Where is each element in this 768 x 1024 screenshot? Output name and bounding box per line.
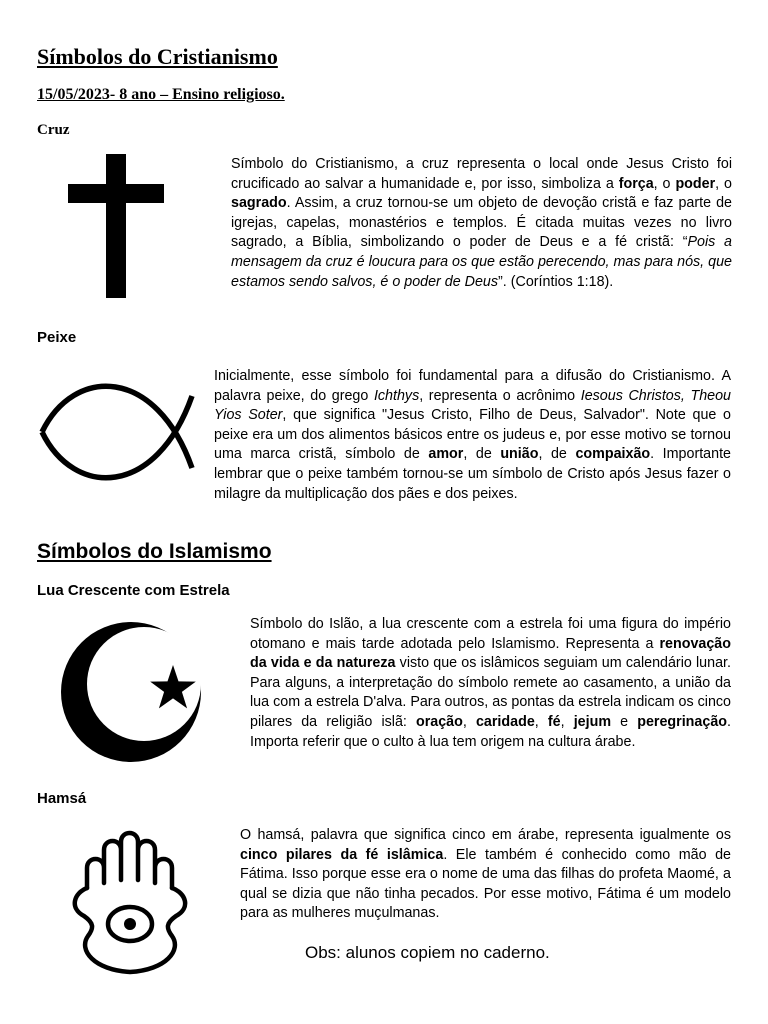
ichthys-fish-icon — [36, 374, 200, 484]
cross-paragraph: Símbolo do Cristianismo, a cruz representa o local onde Jesus Cristo foi crucificado ao salvar a humanidade e, por isso, simboliza a força, o poder, o sagrado. Assim, a cruz tornou-se um objeto de devoção cristã e faz parte de igrejas, capelas, monastérios e templos. É citada muitas vezes no livro sagrado, a Bíblia, simbolizando o poder de Deus e a fé cristã: “Pois a mensagem da cruz é loucura para os que estão perecendo, mas para nós, que estamos sendo salvos, é o poder de Deus”. (Coríntios 1:18). — [231, 156, 732, 290]
section-heading-cross: Cruz — [37, 122, 70, 138]
crescent-paragraph: Símbolo do Islão, a lua crescente com a estrela foi uma figura do império otomano e mais tarde adotada pelo Islamismo. Representa a renovação da vida e da natureza visto que os islâmicos seguiam um calendário lunar. Para alguns, a interpretação do símbolo remete ao casamento, a união da lua com a estrela D'alva. Para outros, as pontas da estrela indicam os cinco pilares da religião islã: oração, caridade, fé, jejum e peregrinação. Importa referir que o culto à lua tem origem na cultura árabe. — [250, 616, 731, 750]
hamsa-paragraph: O hamsá, palavra que significa cinco em árabe, representa igualmente os cinco pilares da fé islâmica. Ele também é conhecido como mão de Fátima. Isso porque esse era o nome de uma das filhas do profeta Maomé, a qual se dizia que não tinha pecados. Por esse motivo, Fátima é um modelo para as mulheres muçulmanas. — [240, 827, 731, 922]
section-heading-hamsa: Hamsá — [37, 790, 87, 807]
cross-icon — [68, 154, 164, 298]
hamsa-hand-icon — [64, 828, 210, 978]
section-heading-crescent: Lua Crescente com Estrela — [37, 582, 230, 599]
fish-paragraph: Inicialmente, esse símbolo foi fundamental para a difusão do Cristianismo. A palavra peixe, do grego Ichthys, representa o acrônimo Iesous Christos, Theou Yios Soter, que significa "Jesus Cristo, Filho de Deus, Salvador". Note que o peixe era um dos alimentos básicos entre os judeus e, por esse motivo se tornou uma marca cristã, símbolo de amor, de união, de compaixão. Importante lembrar que o peixe também tornou-se um símbolo de Cristo após Jesus fazer o milagre da multiplicação dos pães e dos peixes. — [214, 368, 732, 502]
section-title-islam: Símbolos do Islamismo — [37, 540, 272, 563]
observation-note: Obs: alunos copiem no caderno. — [305, 943, 550, 962]
page-title: Símbolos do Cristianismo — [37, 44, 278, 69]
section-heading-fish: Peixe — [37, 329, 77, 346]
crescent-star-icon — [58, 616, 208, 764]
date-line: 15/05/2023- 8 ano – Ensino religioso. — [37, 86, 285, 103]
